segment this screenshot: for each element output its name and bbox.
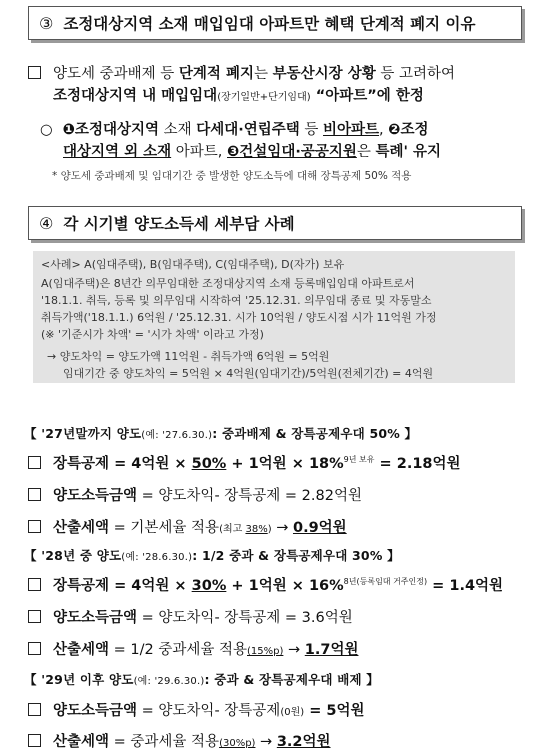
item-1-line-1	[28, 62, 455, 83]
period-3-row-2	[28, 730, 331, 751]
period-1-title-a: 【 '27년말까지 양도	[24, 426, 142, 441]
section-4-number: ④	[39, 213, 54, 233]
case-line-2: '18.1.1. 취득, 등록 및 의무임대 시작하여 '25.12.31. 의무임대 종료 및 자동말소	[41, 294, 432, 307]
item-1-text-a: 양도세 중과배제 등	[53, 66, 179, 82]
period-2-title-b: (예: '28.6.30.)	[121, 552, 193, 563]
period-1-r1-b: 50%	[191, 456, 227, 472]
checkbox-icon	[28, 734, 41, 747]
period-2-r2-a: 양도소득금액	[53, 610, 138, 626]
case-box	[33, 251, 515, 383]
period-3-r2-c: (30%p)	[219, 738, 256, 749]
item-2-text-l: 특례	[375, 144, 404, 160]
item-2-text-i: 아파트,	[171, 144, 228, 160]
period-2-r2-b: = 양도차익- 장특공제 = 3.6억원	[137, 610, 353, 626]
period-2-r1-sup: 8년(등록임대 거주인정)	[343, 577, 428, 587]
item-2-text-g: ❷조정	[388, 122, 429, 138]
item-2-text-d: 등	[299, 122, 324, 138]
period-1-r2-b: = 양도차익- 장특공제 = 2.82억원	[137, 488, 362, 504]
period-3-row-1	[28, 699, 365, 720]
checkbox-icon	[28, 488, 41, 501]
checkbox-icon	[28, 66, 41, 79]
case-line-1: A(임대주택)은 8년간 의무임대한 조정대상지역 소재 등록매입임대 아파트로서	[41, 277, 415, 290]
case-header: <사례> A(임대주택), B(임대주택), C(임대주택), D(자가) 보유	[41, 258, 345, 271]
item-1-text-c: 는	[253, 66, 273, 82]
item-2-text-m: ' 유지	[403, 144, 442, 160]
item-1-text-g: (장기일반+단기임대)	[217, 92, 311, 103]
item-2-text-f: ,	[379, 122, 389, 138]
checkbox-icon	[28, 703, 41, 716]
period-1-row-2	[28, 484, 362, 505]
item-1-text-b: 단계적 폐지	[178, 66, 254, 82]
period-3-r2-d: →	[255, 734, 277, 750]
period-2-r1-b: = 4억원 ×	[109, 578, 192, 594]
checkbox-icon	[28, 642, 41, 655]
period-1-row-1	[28, 452, 461, 473]
period-1-r3-b: = 기본세율 적용	[109, 520, 220, 536]
checkbox-icon	[28, 610, 41, 623]
item-2-text-e: 비아파트	[323, 122, 380, 138]
item-2-text-h: 대상지역 외 소재	[63, 144, 172, 160]
period-3-r2-e: 3.2억원	[276, 734, 331, 750]
case-line-4: (※ '기준시가 차액' = '시가 차액' 이라고 가정)	[41, 328, 264, 341]
period-1-r1-a: 장특공제 = 4억원 ×	[53, 456, 192, 472]
case-line-3: 취득가액('18.1.1.) 6억원 / '25.12.31. 시가 10억원 / 양도시점 시가 11억원 가정	[41, 311, 437, 324]
period-1-title-c: : 중과배제 & 장특공제우대 50% 】	[212, 426, 418, 441]
period-1-r1-sup: 9년 보유	[343, 455, 375, 465]
period-2-row-1	[28, 574, 503, 595]
checkbox-icon	[28, 578, 41, 591]
period-2-r3-c: (15%p)	[247, 646, 284, 657]
period-2-r3-e: 1.7억원	[304, 642, 359, 658]
case-line-6: 임대기간 중 양도차익 = 5억원 × 4억원(임대기간)/5억원(전체기간) = 4억원	[63, 367, 434, 380]
period-3-title	[24, 670, 379, 688]
item-2-text-a: ❶조정대상지역	[62, 122, 159, 138]
period-3-title-b: (예: '29.6.30.)	[133, 676, 205, 687]
period-2-row-3	[28, 638, 358, 659]
period-2-title-a: 【 '28년 중 양도	[24, 548, 122, 563]
item-2-text-c: 다세대·연립주택	[196, 122, 300, 138]
section-4-heading	[28, 206, 522, 240]
period-3-r1-c: (0원)	[280, 707, 305, 718]
item-1-line-2	[53, 84, 424, 105]
footnote: * 양도세 중과배제 및 임대기간 중 발생한 양도소득에 대해 장특공제 50% 적용	[52, 170, 412, 182]
period-1-r3-a: 산출세액	[53, 520, 110, 536]
item-2-line-2	[63, 140, 441, 161]
period-3-title-c: : 중과 & 장특공제우대 배제 】	[204, 672, 379, 687]
item-1-text-f: 조정대상지역 내 매입임대	[53, 88, 218, 104]
case-line-5: → 양도차익 = 양도가액 11억원 - 취득가액 6억원 = 5억원	[47, 350, 330, 363]
period-2-r3-a: 산출세액	[53, 642, 110, 658]
period-1-r3-e: )	[267, 524, 272, 535]
period-2-title	[24, 546, 400, 564]
period-1-r2-a: 양도소득금액	[53, 488, 138, 504]
section-3-heading	[28, 6, 522, 40]
period-1-title	[24, 424, 417, 442]
checkbox-icon	[28, 456, 41, 469]
period-1-r3-d: 38%	[245, 524, 268, 535]
period-2-r1-a: 장특공제	[53, 578, 110, 594]
period-2-r1-e: = 1.4억원	[427, 578, 504, 594]
section-3-title: 조정대상지역 소재 매입임대 아파트만 혜택 단계적 폐지 이유	[63, 15, 476, 33]
section-3-number: ③	[39, 13, 54, 33]
period-1-r3-c: (최고	[219, 524, 246, 535]
period-1-r1-d: = 2.18억원	[374, 456, 461, 472]
period-3-r2-b: = 중과세율 적용	[109, 734, 220, 750]
item-1-text-h: “아파트”에 한정	[310, 88, 424, 104]
period-2-r3-b: = 1/2 중과세율 적용	[109, 642, 247, 658]
item-2-text-b: 소재	[158, 122, 197, 138]
period-3-title-a: 【 '29년 이후 양도	[24, 672, 134, 687]
period-3-r1-a: 양도소득금액	[53, 703, 138, 719]
period-1-title-b: (예: '27.6.30.)	[141, 430, 213, 441]
item-1-text-e: 등 고려하여	[375, 66, 455, 82]
period-3-r1-b: = 양도차익- 장특공제	[137, 703, 281, 719]
checkbox-icon	[28, 520, 41, 533]
item-2-line-1	[40, 118, 429, 139]
period-2-r1-c: 30%	[191, 578, 227, 594]
item-1-text-d: 부동산시장 상황	[272, 66, 376, 82]
bullet-icon: ○	[40, 122, 53, 138]
period-2-r1-d: + 1억원 × 16%	[226, 578, 344, 594]
period-2-row-2	[28, 606, 353, 627]
period-1-r3-g: 0.9억원	[292, 520, 347, 536]
period-3-r1-d: = 5억원	[304, 703, 365, 719]
period-1-row-3	[28, 516, 347, 537]
period-2-title-c: : 1/2 중과 & 장특공제우대 30% 】	[192, 548, 400, 563]
period-2-r3-d: →	[283, 642, 305, 658]
period-1-r1-c: + 1억원 × 18%	[226, 456, 344, 472]
item-2-text-k: 은	[356, 144, 376, 160]
period-3-r2-a: 산출세액	[53, 734, 110, 750]
item-2-text-j: ❸건설임대·공공지원	[227, 144, 357, 160]
period-1-r3-f: →	[271, 520, 293, 536]
section-4-title: 각 시기별 양도소득세 세부담 사례	[63, 215, 295, 233]
